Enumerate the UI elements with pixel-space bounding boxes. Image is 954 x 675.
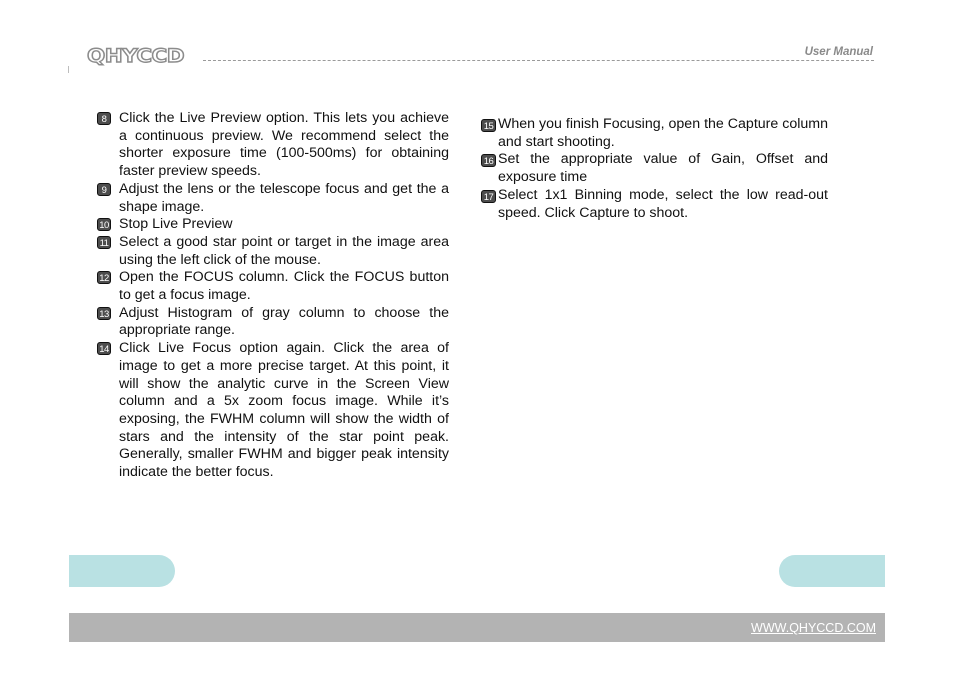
step-15 — [481, 116, 828, 151]
step-number-badge: 11 — [97, 236, 111, 249]
step-text: Click Live Focus option again. Click the area of image to get a more precise target. At this point, it will show the analytic curve in the Screen View column and a 5x zoom focus image. While it’s exposing, the FWHM column will show the width of stars and the intensity of the star point peak. Generally, smaller FWHM and bigger peak intensity indicate the better focus. — [119, 340, 449, 481]
right-column — [481, 116, 828, 222]
step-text: Click the Live Preview option. This lets you achieve a continuous preview. We recommend select the shorter exposure time (100-500ms) for obtaining faster preview speeds. — [119, 110, 449, 180]
step-text: When you finish Focusing, open the Capture column and start shooting. — [498, 116, 828, 150]
step-text: Adjust Histogram of gray column to choose the appropriate range. — [119, 304, 449, 339]
footer-bar — [69, 613, 885, 642]
left-page-tab — [69, 555, 175, 587]
step-text: Stop Live Preview — [119, 216, 233, 233]
step-number-badge: 14 — [97, 342, 111, 355]
step-number-badge: 10 — [97, 218, 111, 231]
step-12 — [97, 269, 449, 304]
left-column — [97, 110, 449, 482]
header-divider — [203, 60, 874, 61]
step-number-badge: 8 — [97, 112, 111, 125]
step-16 — [481, 151, 828, 186]
step-11 — [97, 234, 449, 269]
step-text: Adjust the lens or the telescope focus and get the a shape image. — [119, 180, 449, 215]
step-text: Set the appropriate value of Gain, Offset and exposure time — [498, 151, 828, 186]
step-text: Open the FOCUS column. Click the FOCUS button to get a focus image. — [119, 269, 449, 304]
step-text: Select a good star point or target in the image area using the left click of the mouse. — [119, 233, 449, 268]
step-17 — [481, 187, 828, 222]
margin-tick — [68, 66, 69, 73]
qhyccd-logo — [86, 44, 186, 66]
step-8 — [97, 110, 449, 181]
step-10 — [97, 216, 449, 234]
step-number-badge: 15 — [481, 119, 496, 132]
svg-text:QHYCCD: QHYCCD — [87, 45, 184, 66]
step-number-badge: 16 — [481, 154, 496, 167]
step-9 — [97, 181, 449, 216]
right-page-tab — [779, 555, 885, 587]
step-number-badge: 17 — [481, 190, 496, 203]
step-number-badge: 9 — [97, 183, 111, 196]
step-number-badge: 13 — [97, 307, 111, 320]
step-13 — [97, 305, 449, 340]
step-14 — [97, 340, 449, 482]
user-manual-label: User Manual — [804, 46, 873, 58]
website-link[interactable]: WWW.QHYCCD.COM — [751, 621, 876, 635]
step-number-badge: 12 — [97, 271, 111, 284]
step-text: Select 1x1 Binning mode, select the low read-out speed. Click Capture to shoot. — [498, 186, 828, 221]
